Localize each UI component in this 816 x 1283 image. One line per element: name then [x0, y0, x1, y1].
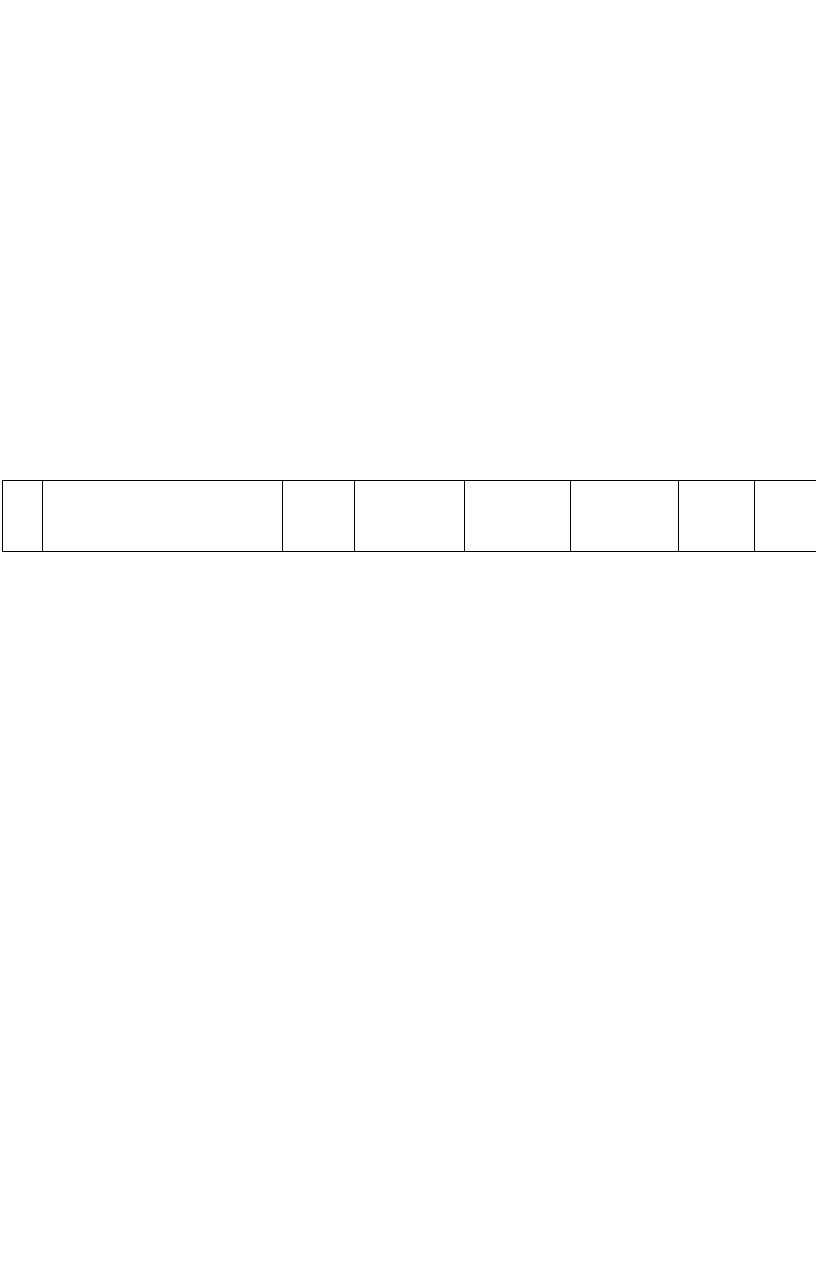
table-header-row — [3, 481, 816, 552]
header-sections — [43, 481, 283, 552]
header-essays — [465, 481, 571, 552]
header-expositions — [571, 481, 679, 552]
header-num — [3, 481, 43, 552]
header-hours — [283, 481, 355, 552]
header-tests — [679, 481, 755, 552]
thematic-planning-table — [2, 480, 816, 552]
header-dictations — [355, 481, 465, 552]
header-kat — [755, 481, 816, 552]
